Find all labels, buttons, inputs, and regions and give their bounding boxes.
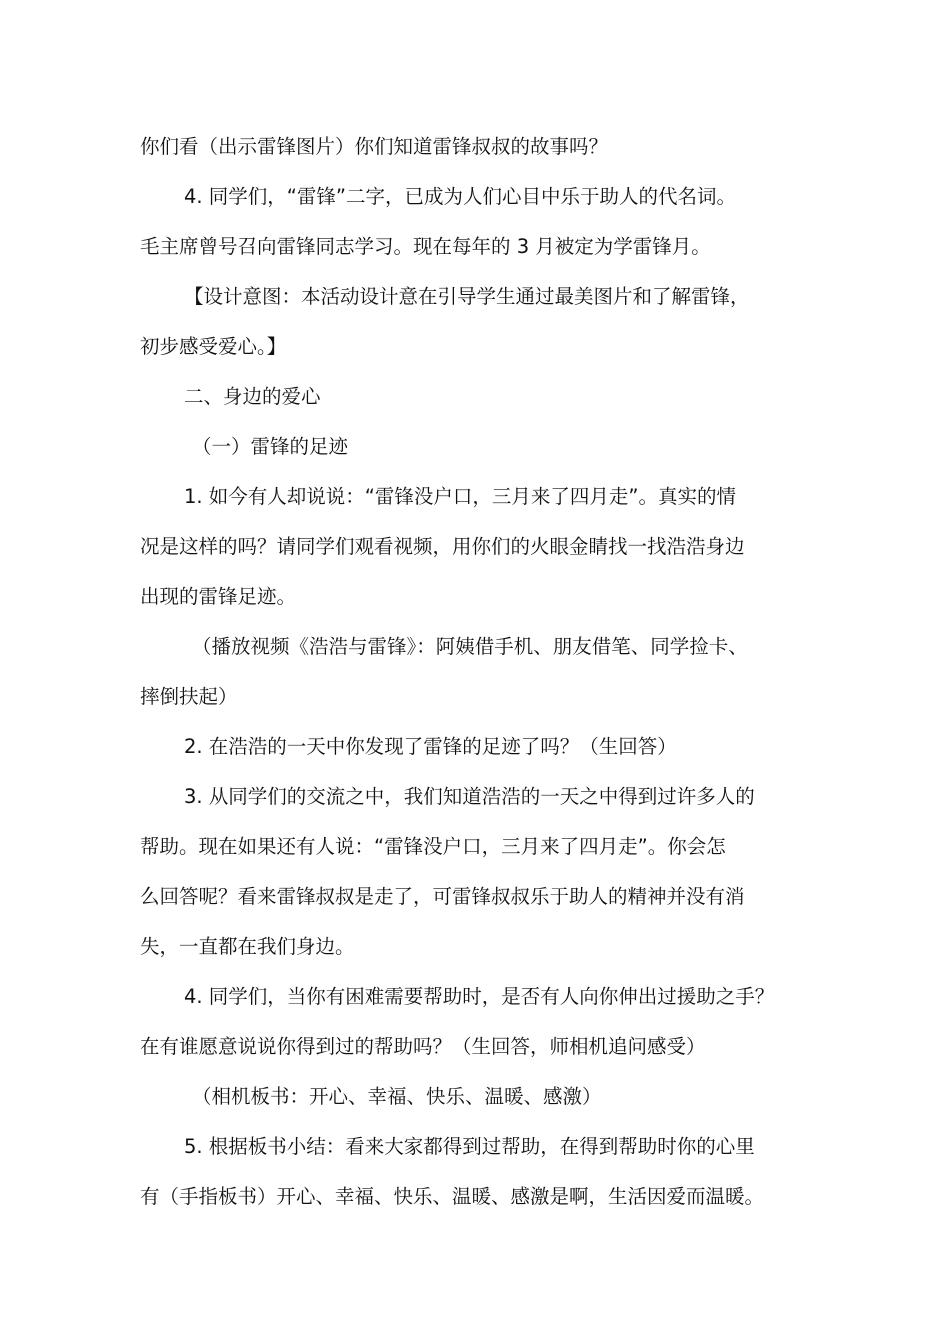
text-line: 5. 根据板书小结：看来大家都得到过帮助，在得到帮助时你的心里: [184, 1135, 755, 1158]
text-line: （播放视频《浩浩与雷锋》：阿姨借手机、朋友借笔、同学捡卡、: [192, 635, 748, 658]
text-line: 3. 从同学们的交流之中，我们知道浩浩的一天之中得到过许多人的: [184, 785, 755, 808]
text-line: 有（手指板书）开心、幸福、快乐、温暖、感激是啊，生活因爱而温暖。: [140, 1185, 765, 1208]
text-line: 4. 同学们，当你有困难需要帮助时，是否有人向你伸出过援助之手？: [184, 985, 775, 1008]
text-line: 4. 同学们，“雷锋”二字，已成为人们心目中乐于助人的代名词。: [184, 185, 737, 208]
text-line: 况是这样的吗？请同学们观看视频，用你们的火眼金睛找一找浩浩身边: [140, 535, 745, 558]
text-line: 毛主席曾号召向雷锋同志学习。现在每年的 3 月被定为学雷锋月。: [140, 235, 711, 258]
text-line: 初步感受爱心。】: [140, 335, 287, 358]
text-line: 在有谁愿意说说你得到过的帮助吗？（生回答，师相机追问感受）: [140, 1035, 706, 1058]
text-line: 1. 如今有人却说说：“雷锋没户口，三月来了四月走”。真实的情: [184, 485, 737, 508]
section-heading: 二、身边的爱心: [184, 385, 321, 408]
text-line: 【设计意图：本活动设计意在引导学生通过最美图片和了解雷锋，: [184, 285, 750, 308]
text-line: 2. 在浩浩的一天中你发现了雷锋的足迹了吗？（生回答）: [184, 735, 677, 758]
text-line: 出现的雷锋足迹。: [140, 585, 297, 608]
text-line: 摔倒扶起）: [140, 685, 238, 708]
text-line: 帮助。现在如果还有人说：“雷锋没户口，三月来了四月走”。你会怎: [140, 835, 726, 858]
text-line: 么回答呢？看来雷锋叔叔是走了，可雷锋叔叔乐于助人的精神并没有消: [140, 885, 745, 908]
document-body: [140, 122, 830, 1222]
text-line: 失，一直都在我们身边。: [140, 935, 355, 958]
subsection-heading: （一）雷锋的足迹: [192, 435, 349, 458]
text-line: 你们看（出示雷锋图片）你们知道雷锋叔叔的故事吗？: [140, 135, 609, 158]
text-line: （相机板书：开心、幸福、快乐、温暖、感激）: [192, 1085, 602, 1108]
